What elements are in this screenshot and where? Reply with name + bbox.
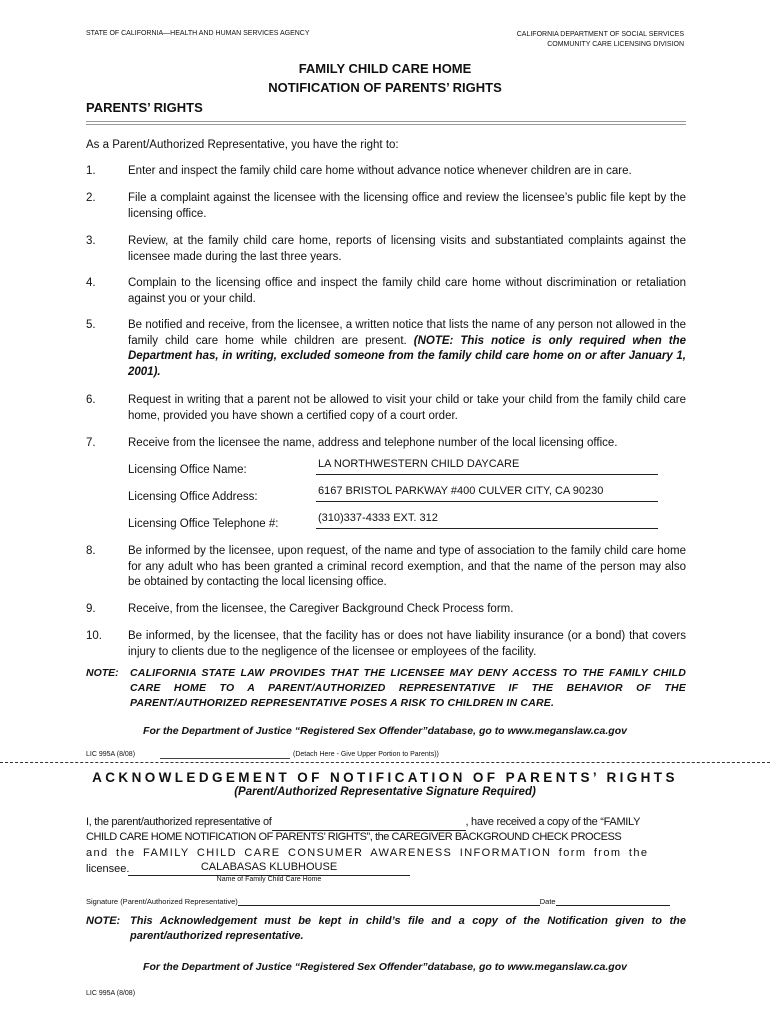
intro-text: As a Parent/Authorized Representative, you have the right to: [86,139,399,151]
ack-text: , have received a copy of the “FAMILY [465,816,641,828]
item-note: (NOTE: This notice is only required when the Department has, in writing, excluded someone from the family child care home on or after January 1, 2001). [128,334,687,378]
meganslaw-notice: For the Department of Justice “Registered Sex Offender”database, go to www.meganslaw.ca.gov [143,961,627,973]
division-name: COMMUNITY CARE LICENSING DIVISION [547,41,684,48]
form-subtitle: NOTIFICATION OF PARENTS’ RIGHTS [268,80,502,95]
divider [86,121,686,125]
item-text: Be notified and receive, from the licensee, a written notice that lists the name of any person not allowed in the family child care home while children are present. [128,319,686,347]
item-text: File a complaint against the licensee with the licensing office and review the licensee’s public file kept by the licensing office. [128,192,686,220]
ack-line-1 [86,815,686,831]
signature-field[interactable] [238,896,540,906]
item-text: Enter and inspect the family child care home without advance notice whenever children are in care. [128,165,632,177]
item-number: 3. [86,235,96,247]
ack-line-3: and the FAMILY CHILD CARE CONSUMER AWARENESS INFORMATION form from the [86,847,649,859]
item-text: Receive from the licensee the name, address and telephone number of the local licensing office. [128,437,618,449]
acknowledgement-title: ACKNOWLEDGEMENT OF NOTIFICATION OF PARENTS’ RIGHTS [92,770,678,785]
item-number: 7. [86,437,96,449]
item-text-with-note [128,318,686,380]
signature-row [86,896,686,906]
ack-line-2: CHILD CARE HOME NOTIFICATION OF PARENTS’ RIGHTS”, the CAREGIVER BACKGROUND CHECK PROCESS [86,831,622,843]
acknowledgement-note [86,914,686,946]
home-name-caption: Name of Family Child Care Home [216,876,322,883]
section-title: PARENTS’ RIGHTS [86,100,203,115]
item-number: 6. [86,394,96,406]
item-text: Complain to the licensing office and inspect the family child care home without discrimination or retaliation against you or your child. [128,277,686,305]
agency-header-right [517,30,684,50]
licensing-office-address-label: Licensing Office Address: [128,491,258,503]
licensing-office-phone-field[interactable]: (310)337-4333 EXT. 312 [316,512,658,529]
item-number: 4. [86,277,96,289]
acknowledgement-subtitle: (Parent/Authorized Representative Signature Required) [234,786,536,798]
date-label: Date [539,897,556,906]
note-label: NOTE: [86,667,119,679]
detach-line[interactable] [0,762,770,763]
note-text: This Acknowledgement must be kept in child’s file and a copy of the Notification given to the parent/authorized representative. [130,915,686,942]
form-id: LIC 995A (8/08) [86,751,136,758]
licensing-office-name-label: Licensing Office Name: [128,464,247,476]
licensing-office-name-field[interactable]: LA NORTHWESTERN CHILD DAYCARE [316,458,658,475]
meganslaw-notice: For the Department of Justice “Registered Sex Offender”database, go to www.meganslaw.ca.gov [143,725,627,737]
item-number: 8. [86,545,96,557]
item-number: 5. [86,319,96,331]
item-text: Be informed, by the licensee, that the facility has or does not have liability insurance (or a bond) that covers injury to clients due to the negligence of the licensee or employees of the facility. [128,630,686,658]
licensing-office-phone-label: Licensing Office Telephone #: [128,518,279,530]
agency-header-left: STATE OF CALIFORNIA—HEALTH AND HUMAN SERVICES AGENCY [86,30,310,37]
divider [160,758,290,759]
ack-line-4: licensee. [86,863,130,875]
item-text: Be informed by the licensee, upon request, of the name and type of association to the family child care home for any adult who has been granted a criminal record exemption, and that the name of the person may also be obtained by contacting the local licensing office. [128,545,686,588]
state-law-note [86,666,686,712]
item-number: 9. [86,603,96,615]
item-number: 10. [86,630,102,642]
item-text: Receive, from the licensee, the Caregiver Background Check Process form. [128,603,514,615]
form-id: LIC 995A (8/08) [86,990,136,997]
item-text: Review, at the family child care home, reports of licensing visits and substantiated complaints against the licensee made during the last three years. [128,235,686,263]
child-name-field[interactable] [272,818,466,831]
ack-text: I, the parent/authorized representative of [86,816,272,828]
detach-instruction: (Detach Here - Give Upper Portion to Parents)) [293,751,439,758]
department-name: CALIFORNIA DEPARTMENT OF SOCIAL SERVICES [516,31,684,38]
family-child-care-home-field[interactable]: CALABASAS KLUBHOUSE [128,861,410,876]
item-text: Request in writing that a parent not be allowed to visit your child or take your child from the family child care home, provided you have shown a certified copy of a court order. [128,394,686,422]
item-number: 2. [86,192,96,204]
note-label: NOTE: [86,915,121,927]
signature-label: Signature (Parent/Authorized Representative) [86,897,238,906]
note-text: CALIFORNIA STATE LAW PROVIDES THAT THE LICENSEE MAY DENY ACCESS TO THE FAMILY CHILD CARE HOME TO A PARENT/AUTHORIZED REPRESENTATIVE IF THE BEHAVIOR OF THE PARENT/AUTHORIZED REPRESENTATIVE POSES A RISK TO CHILDREN IN CARE. [130,667,686,709]
date-field[interactable] [556,896,670,906]
item-number: 1. [86,165,96,177]
form-title: FAMILY CHILD CARE HOME [298,61,472,76]
licensing-office-address-field[interactable]: 6167 BRISTOL PARKWAY #400 CULVER CITY, CA 90230 [316,485,658,502]
